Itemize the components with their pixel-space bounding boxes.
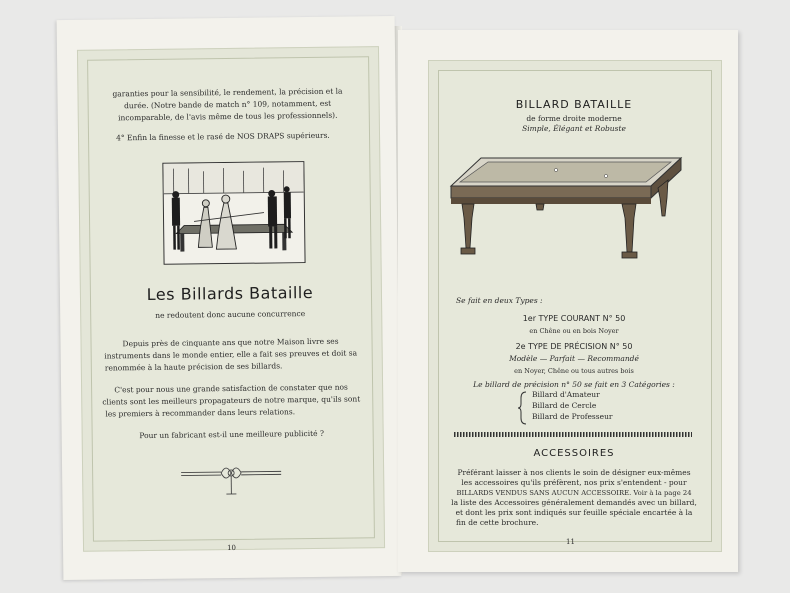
- accessories-line-4: la liste des Accessoires généralement demandés avec un billard,: [451, 498, 697, 507]
- right-page: [398, 30, 738, 572]
- left-page-title: Les Billards Bataille: [146, 282, 314, 305]
- type2-quality: Modèle — Parfait — Recommandé: [509, 354, 639, 363]
- type2-wood: en Noyer, Chêne ou tous autres bois: [514, 367, 634, 375]
- billiard-players-illustration: [162, 161, 305, 265]
- category-amateur: Billard d'Amateur: [532, 390, 600, 399]
- intro-line-3: incomparable, de l'avis même de tous les professionnels).: [118, 110, 338, 123]
- intro-line-2: durée. (Notre bande de match n° 109, notamment, est: [124, 98, 332, 111]
- left-page: [57, 16, 402, 580]
- body-line-3: renommée à la haute précision de ses billards.: [104, 361, 283, 373]
- type1-label: 1er TYPE COURANT N° 50: [522, 314, 626, 323]
- body-line-7: Pour un fabricant est-il une meilleure publicité ?: [139, 428, 325, 441]
- categories-intro: Le billard de précision n° 50 se fait en 3 Catégories :: [473, 380, 675, 389]
- billiard-table-illustration: [446, 148, 686, 278]
- ornament-icon: [176, 457, 286, 498]
- body-line-6: les premiers à recommander dans leurs relations.: [105, 407, 296, 419]
- category-cercle: Billard de Cercle: [532, 401, 597, 410]
- right-page-tagline: Simple, Élégant et Robuste: [522, 124, 626, 133]
- accessories-line-1: Préférant laisser à nos clients le soin de désigner eux-mêmes: [457, 468, 691, 477]
- accessories-title: ACCESSOIRES: [533, 448, 615, 459]
- accessories-line-6: fin de cette brochure.: [456, 518, 539, 527]
- category-professeur: Billard de Professeur: [532, 412, 613, 421]
- intro-line-1: garanties pour la sensibilité, le rendement, la précision et la: [112, 86, 343, 99]
- left-page-subtitle: ne redoutent donc aucune concurrence: [155, 309, 306, 320]
- body-line-1: Depuis près de cinquante ans que notre Maison livre ses: [122, 336, 339, 349]
- brace-icon: [518, 390, 528, 426]
- types-intro: Se fait en deux Types :: [456, 296, 543, 305]
- decorative-divider: [454, 432, 692, 437]
- left-page-number: 10: [227, 543, 237, 553]
- accessories-line-5: et dont les prix sont indiqués sur feuille spéciale encartée à la: [455, 508, 693, 517]
- accessories-line-2: les accessoires qu'ils préfèrent, nos prix s'entendent - pour: [461, 478, 687, 487]
- right-page-title: BILLARD BATAILLE: [515, 98, 633, 111]
- body-line-4: C'est pour nous une grande satisfaction de constater que nos: [114, 382, 348, 395]
- intro-line-4: 4° Enfin la finesse et le rasé de NOS DRAPS supérieurs.: [115, 130, 330, 143]
- body-line-5: clients sont les meilleurs propagateurs de notre marque, qu'ils sont: [102, 394, 361, 407]
- body-line-2: instruments dans le monde entier, elle a fait ses preuves et doit sa: [104, 348, 358, 361]
- right-page-subtitle: de forme droite moderne: [526, 114, 622, 123]
- type1-wood: en Chêne ou en bois Noyer: [529, 327, 619, 335]
- right-page-number: 11: [566, 538, 575, 546]
- type2-label: 2e TYPE DE PRÉCISION N° 50: [515, 342, 633, 351]
- accessories-line-3: BILLARDS VENDUS SANS AUCUN ACCESSOIRE. Voir à la page 24: [456, 489, 692, 497]
